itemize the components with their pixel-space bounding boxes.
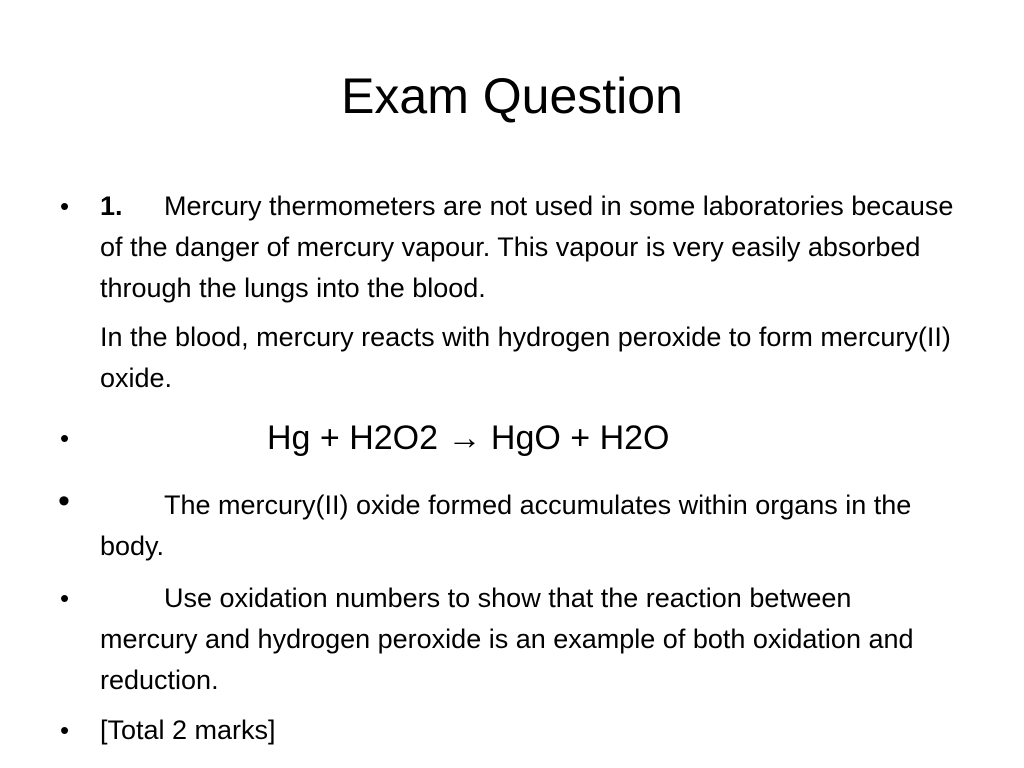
bullet-dot: • [60,583,70,613]
question-paragraph-2: In the blood, mercury reacts with hydrogen peroxide to form mercury(II) oxide. [100,322,951,393]
slide-title: Exam Question [341,68,683,124]
question-text: Mercury thermometers are not used in some laboratories because of the danger of mercury vapour. This vapour is very easily absorbed through the lungs into the blood. [100,191,954,303]
total-marks: [Total 2 marks] [100,715,276,745]
bullet-dot: • [60,715,70,745]
accumulation-text: The mercury(II) oxide formed accumulates within organs in the body. [100,490,912,561]
task-text: Use oxidation numbers to show that the reaction between mercury and hydrogen peroxide is an example of both oxidation and reduction. [100,583,914,695]
bullet-dot: • [60,191,70,221]
bullet-dot: • [60,423,70,453]
accumulation-paragraph [100,485,960,567]
bullet-dot: • [58,482,70,520]
question-paragraph [100,186,980,309]
question-number: 1. [100,191,123,221]
chemical-equation: Hg + H2O2 → HgO + H2O [267,419,670,457]
task-paragraph [100,578,930,701]
